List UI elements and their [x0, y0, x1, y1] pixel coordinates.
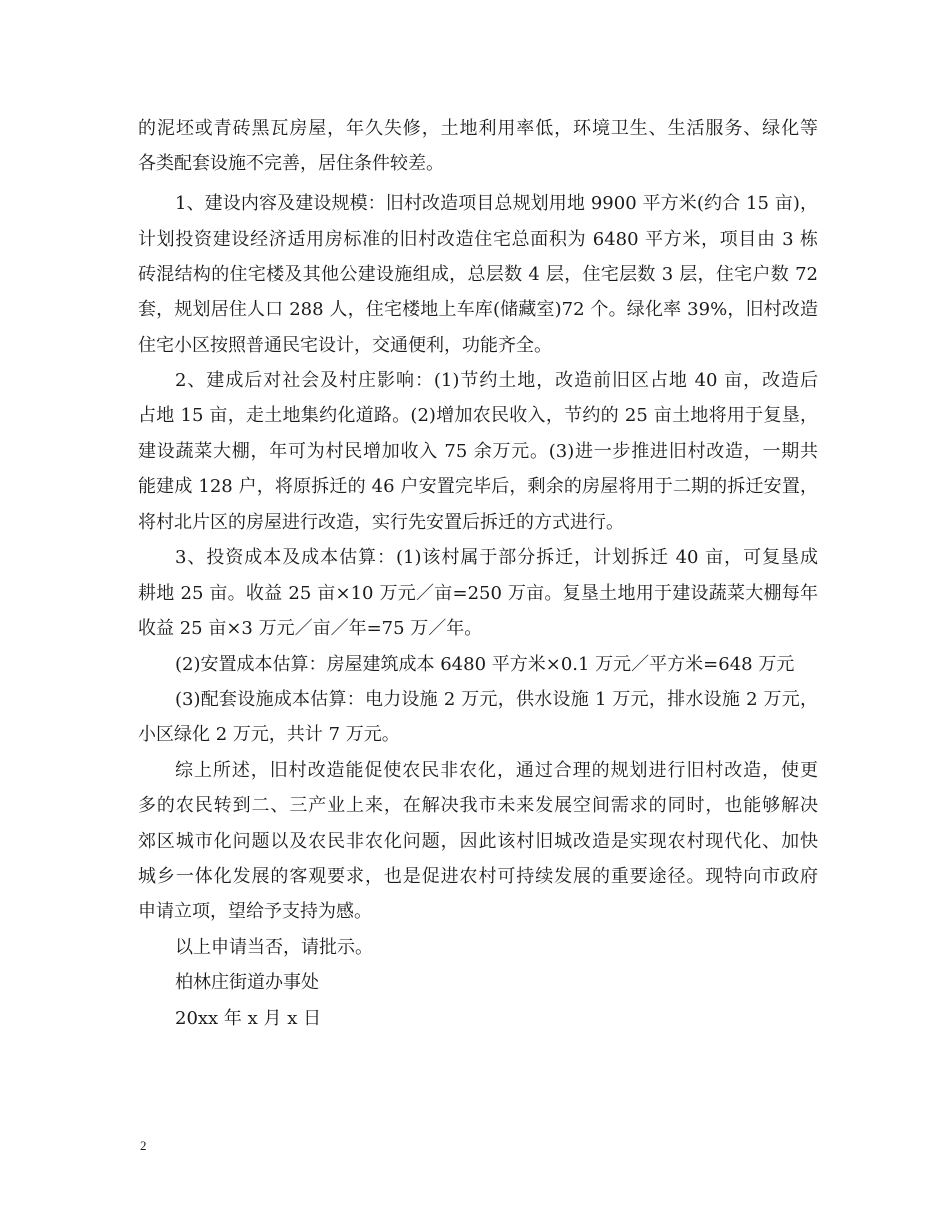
body-line: 将村北片区的房屋进行改造，实行先安置后拆迁的方式进行。: [138, 512, 624, 533]
body-line: 套，规划居住人口 288 人，住宅楼地上车库(储藏室)72 个。绿化率 39%，旧村改造: [138, 299, 818, 320]
body-line: 3、投资成本及成本估算：(1)该村属于部分拆迁，计划拆迁 40 亩，可复垦成: [175, 547, 818, 568]
signature-date: 20xx 年 x 月 x 日: [175, 1008, 322, 1029]
body-line: 砖混结构的住宅楼及其他公建设施组成，总层数 4 层，住宅层数 3 层，住宅户数 72: [138, 264, 818, 285]
body-line: 多的农民转到二、三产业上来，在解决我市未来发展空间需求的同时，也能够解决: [138, 795, 818, 816]
body-line: 占地 15 亩，走土地集约化道路。(2)增加农民收入，节约的 25 亩土地将用于复垦，: [138, 405, 818, 426]
page-number: 2: [140, 1138, 147, 1153]
body-line: 综上所述，旧村改造能促使农民非农化，通过合理的规划进行旧村改造，使更: [175, 760, 818, 781]
body-line: 的泥坯或青砖黑瓦房屋，年久失修，土地利用率低，环境卫生、生活服务、绿化等: [138, 118, 818, 139]
body-line: 小区绿化 2 万元，共计 7 万元。: [138, 724, 400, 745]
body-line: (3)配套设施成本估算：电力设施 2 万元，供水设施 1 万元，排水设施 2 万元，: [175, 689, 818, 710]
body-line: 能建成 128 户，将原拆迁的 46 户安置完毕后，剩余的房屋将用于二期的拆迁安置，: [138, 476, 818, 497]
closing-line: 以上申请当否，请批示。: [175, 937, 373, 958]
body-line: 建设蔬菜大棚，年可为村民增加收入 75 余万元。(3)进一步推进旧村改造，一期共: [138, 441, 818, 462]
body-line: 申请立项，望给予支持为感。: [138, 901, 372, 922]
body-line: 城乡一体化发展的客观要求，也是促进农村可持续发展的重要途径。现特向市政府: [138, 866, 818, 887]
body-line: 耕地 25 亩。收益 25 亩×10 万元／亩=250 万亩。复垦土地用于建设蔬菜大棚每年: [138, 583, 818, 604]
body-line: 计划投资建设经济适用房标准的旧村改造住宅总面积为 6480 平方米，项目由 3 栋: [138, 229, 818, 250]
signature-organization: 柏林庄街道办事处: [175, 972, 319, 993]
body-line: (2)安置成本估算：房屋建筑成本 6480 平方米×0.1 万元／平方米=648 万元: [175, 654, 795, 675]
body-line: 1、建设内容及建设规模：旧村改造项目总规划用地 9900 平方米(约合 15 亩)，: [175, 193, 818, 214]
body-line: 收益 25 亩×3 万元／亩／年=75 万／年。: [138, 618, 483, 639]
body-line: 郊区城市化问题以及农民非农化问题，因此该村旧城改造是实现农村现代化、加快: [138, 831, 818, 852]
body-line: 各类配套设施不完善，居住条件较差。: [138, 153, 444, 174]
body-line: 住宅小区按照普通民宅设计，交通便利，功能齐全。: [138, 335, 552, 356]
body-line: 2、建成后对社会及村庄影响：(1)节约土地，改造前旧区占地 40 亩，改造后: [175, 370, 818, 391]
